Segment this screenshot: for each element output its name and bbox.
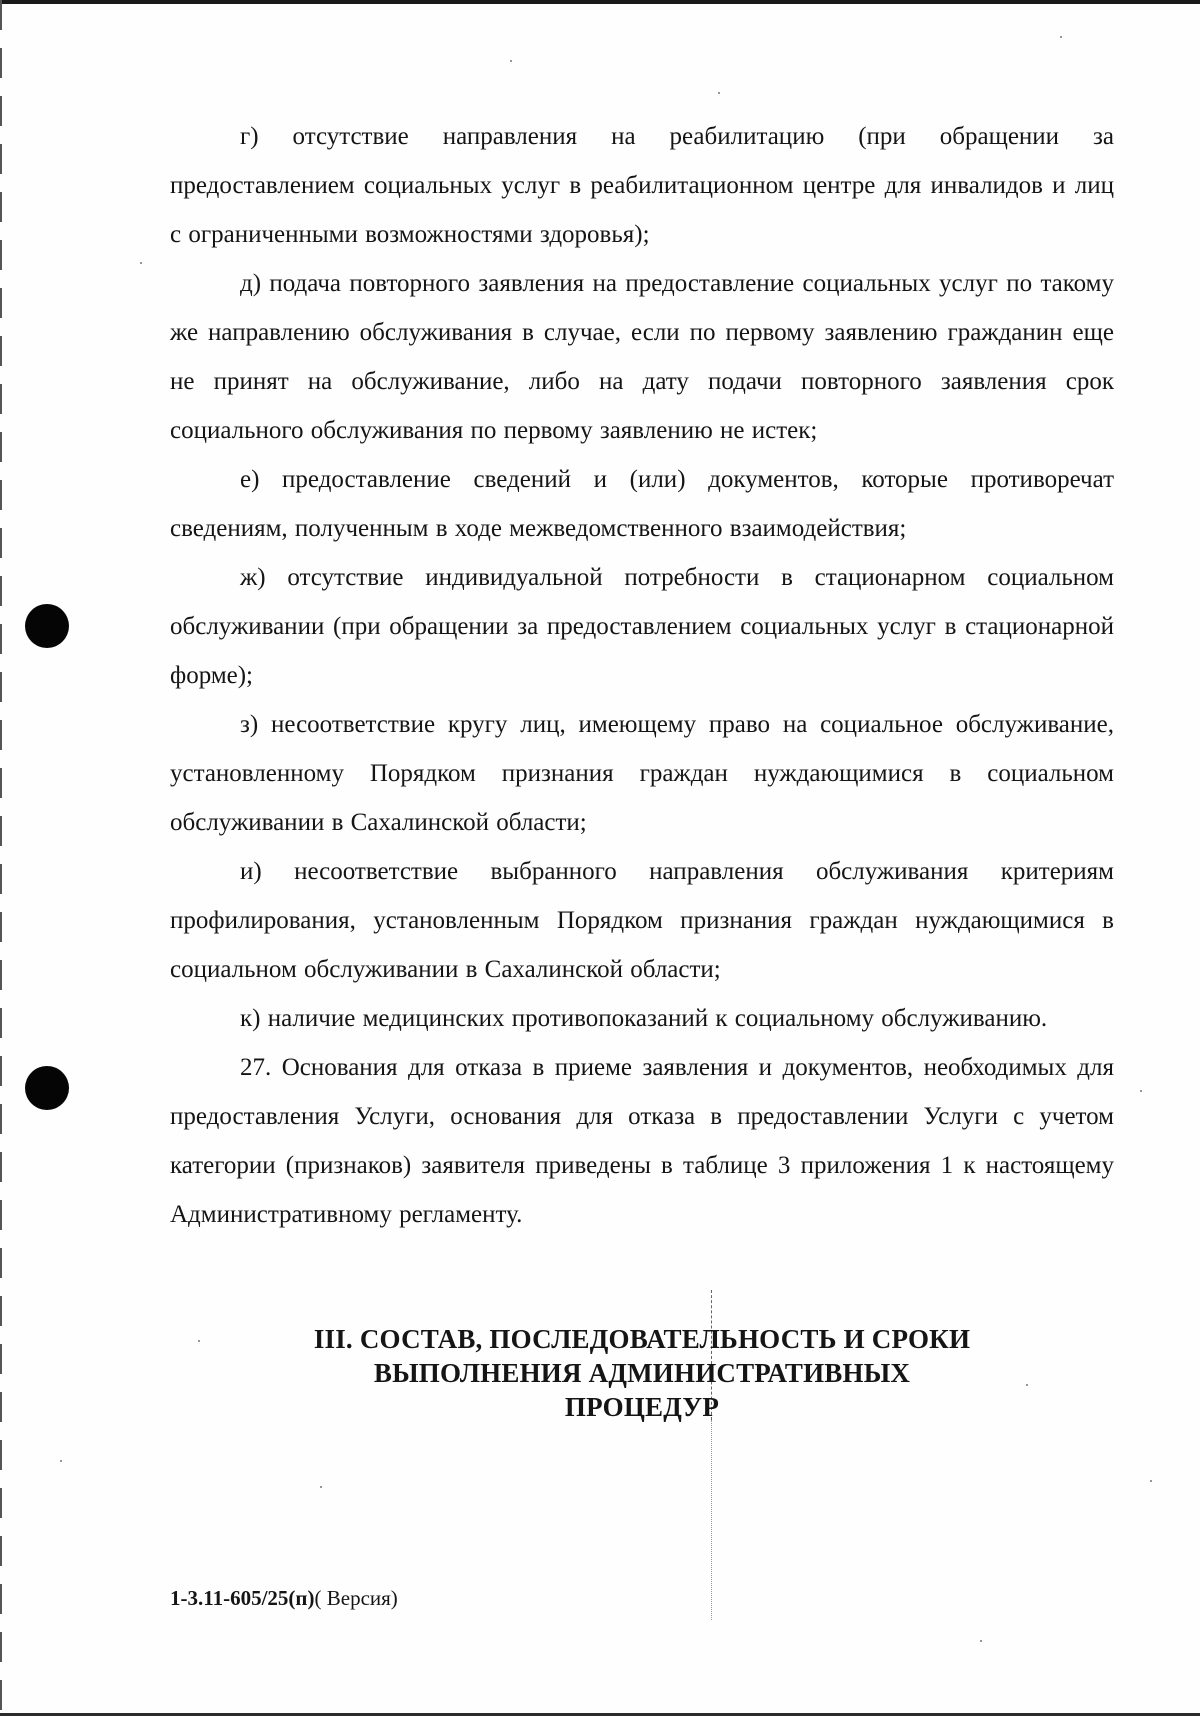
scan-speck [140,262,142,264]
document-version: ( Версия) [314,1586,398,1610]
fold-line [711,1420,712,1620]
scan-speck [1140,1090,1142,1092]
paragraph-27: 27. Основания для отказа в приеме заявления и документов, необходимых для предоставления Услуги, основания для отказа в предоставлении Услуги с учетом категории (признаков) заявителя приведены в таблице 3 приложения 1 к настоящему Административному регламенту. [170,1054,1114,1228]
paragraph-g: г) отсутствие направления на реабилитацию (при обращении за предоставлением социальных услуг в реабилитационном центре для инвалидов и лиц с ограниченными возможностями здоровья); [170,123,1114,248]
scan-speck [1150,1480,1152,1482]
scan-speck [1060,36,1062,38]
document-footer [170,1584,398,1612]
section-heading-line: ВЫПОЛНЕНИЯ АДМИНИСТРАТИВНЫХ [373,1358,911,1388]
scan-top-edge [0,0,1200,4]
scan-speck [718,92,720,94]
document-code: 1-3.11-605/25(п) [170,1586,315,1610]
paragraph-k: к) наличие медицинских противопоказаний к социальному обслуживанию. [240,1005,1048,1032]
scan-speck [510,60,512,62]
scan-speck [320,1486,322,1488]
punch-hole [25,1066,69,1110]
paragraph-i: и) несоответствие выбранного направления обслуживания критериям профилирования, установленным Порядком признания граждан нуждающимися в социальном обслуживании в Сахалинской области; [170,858,1114,983]
paragraph-d: д) подача повторного заявления на предоставление социальных услуг по такому же направлению обслуживания в случае, если по первому заявлению гражданин еще не принят на обслуживание, либо на дату подачи повторного заявления срок социального обслуживания по первому заявлению не истек; [170,270,1114,444]
section-heading [170,1322,1114,1424]
scan-left-edge [0,0,2,1716]
punch-hole [25,604,69,648]
paragraph-e: е) предоставление сведений и (или) документов, которые противоречат сведениям, полученным в ходе межведомственного взаимодействия; [170,466,1114,542]
section-heading-line: ПРОЦЕДУР [564,1392,720,1422]
scan-speck [980,1640,982,1642]
paragraph-zh: ж) отсутствие индивидуальной потребности в стационарном социальном обслуживании (при обращении за предоставлением социальных услуг в стационарной форме); [170,564,1114,689]
document-body [170,112,1114,1239]
section-heading-line: III. СОСТАВ, ПОСЛЕДОВАТЕЛЬНОСТЬ И СРОКИ [313,1324,971,1354]
scan-speck [60,1460,62,1462]
paragraph-z: з) несоответствие кругу лиц, имеющему право на социальное обслуживание, установленному Порядком признания граждан нуждающимися в социальном обслуживании в Сахалинской области; [170,711,1114,836]
